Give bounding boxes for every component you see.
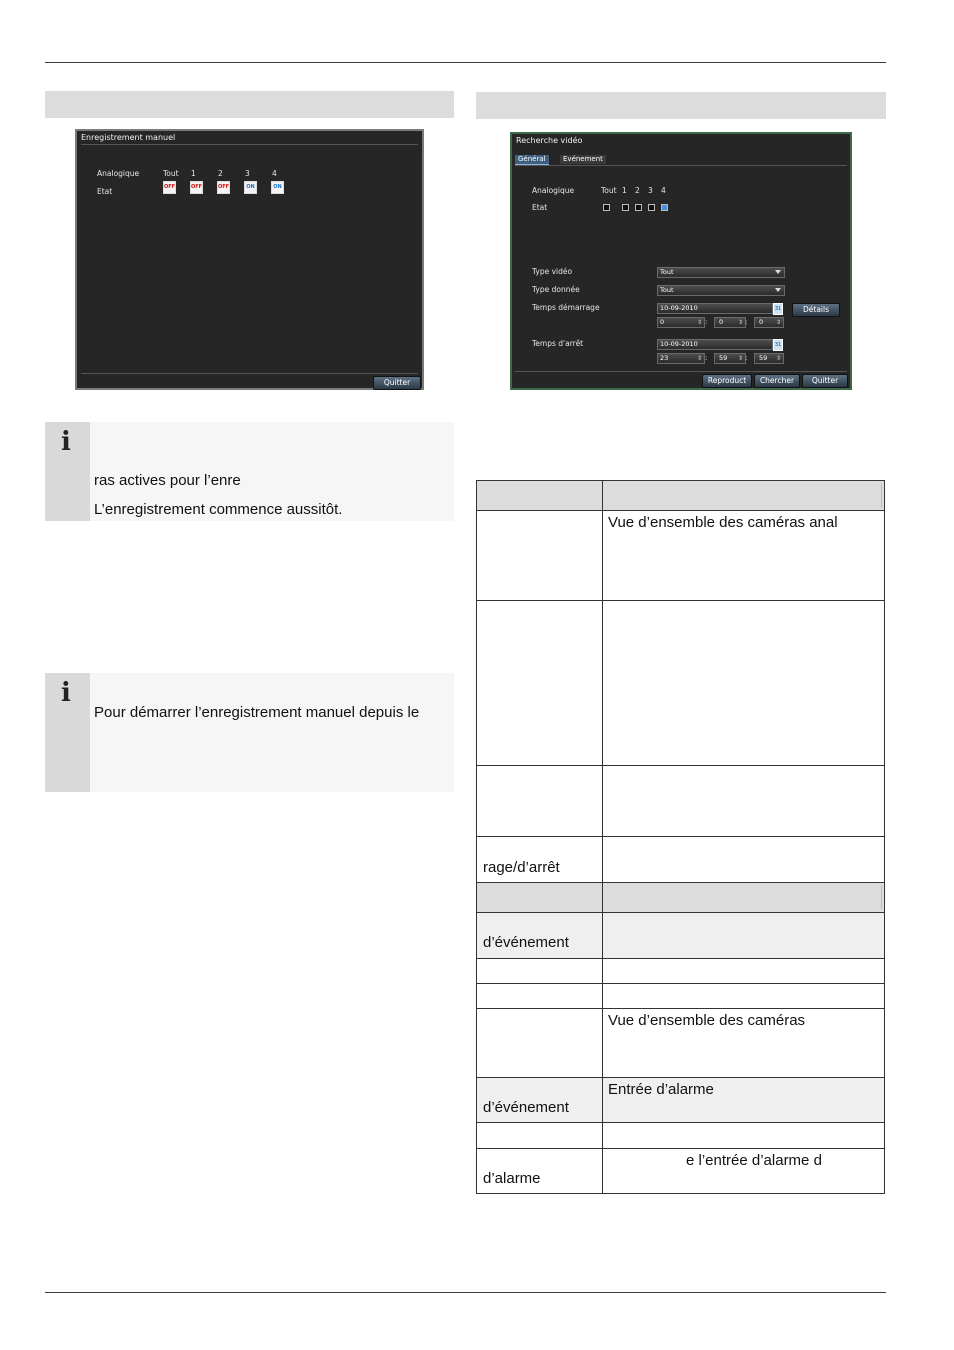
- channel-2-label: 2: [635, 186, 640, 195]
- chevron-down-icon: [775, 288, 781, 292]
- start-second-spinner[interactable]: [754, 317, 784, 328]
- start-date-value: 10-09-2010: [660, 304, 698, 312]
- table-cell-label: rage/d’arrêt: [483, 859, 560, 876]
- chevron-down-icon: [775, 270, 781, 274]
- title-separator: [81, 144, 418, 145]
- info-note-2-line1: Pour démarrer l’enregistrement manuel depuis le: [94, 704, 420, 721]
- stop-hour-value: 23: [660, 354, 669, 362]
- checkbox-1[interactable]: [622, 204, 629, 211]
- window-title: Enregistrement manuel: [81, 133, 176, 142]
- top-rule: [45, 62, 886, 63]
- stop-time-label: Temps d'arrêt: [532, 339, 584, 348]
- video-type-label: Type vidéo: [532, 267, 573, 276]
- channel-1-label: 1: [191, 169, 196, 178]
- info-note-1-line1: ras actives pour l’enre: [94, 472, 241, 489]
- table-cell-description: Entrée d’alarme: [608, 1081, 714, 1098]
- stop-second-spinner[interactable]: [754, 353, 784, 364]
- state-toggle-1[interactable]: OFF: [190, 181, 203, 194]
- quit-button[interactable]: Quitter: [373, 376, 421, 390]
- start-minute-value: 0: [719, 318, 724, 326]
- table-cell-description: Vue d’ensemble des caméras anal: [608, 514, 838, 531]
- channel-1-label: 1: [622, 186, 627, 195]
- table-cell-label: d’événement: [483, 934, 569, 951]
- table-cell-description: e l’entrée d’alarme d: [686, 1152, 822, 1169]
- info-note-1-line2: L’enregistrement commence aussitôt.: [94, 501, 343, 518]
- state-toggle-all[interactable]: OFF: [163, 181, 176, 194]
- state-label: Etat: [532, 203, 548, 212]
- start-second-value: 0: [759, 318, 764, 326]
- channel-4-label: 4: [661, 186, 666, 195]
- stepper-icon: ⇕: [737, 319, 743, 326]
- details-button[interactable]: Détails: [792, 303, 840, 317]
- channel-all-label: Tout: [601, 186, 617, 195]
- tab-separator: [515, 165, 847, 166]
- start-hour-value: 0: [660, 318, 665, 326]
- section-header-left: [45, 91, 454, 118]
- stepper-icon: ⇕: [775, 319, 781, 326]
- footer-separator: [515, 371, 847, 372]
- stop-date-field[interactable]: [657, 339, 773, 350]
- data-type-label: Type donnée: [532, 285, 580, 294]
- stop-second-value: 59: [759, 354, 768, 362]
- start-date-field[interactable]: [657, 303, 773, 314]
- window-title: Recherche vidéo: [516, 136, 583, 145]
- channel-3-label: 3: [245, 169, 250, 178]
- stepper-icon: ⇕: [775, 355, 781, 362]
- calendar-icon[interactable]: 31: [773, 303, 783, 315]
- checkbox-3[interactable]: [648, 204, 655, 211]
- data-type-select[interactable]: [657, 285, 785, 296]
- bottom-rule: [45, 1292, 886, 1293]
- settings-table: [476, 480, 885, 1194]
- channel-2-label: 2: [218, 169, 223, 178]
- table-frame: [476, 480, 885, 1194]
- checkbox-2[interactable]: [635, 204, 642, 211]
- stepper-icon: ⇕: [696, 319, 702, 326]
- time-separator: :: [745, 318, 748, 326]
- info-note-2: [45, 673, 454, 792]
- stop-minute-value: 59: [719, 354, 728, 362]
- start-time-label: Temps démarrage: [532, 303, 600, 312]
- calendar-icon[interactable]: 31: [773, 339, 783, 351]
- stepper-icon: ⇕: [737, 355, 743, 362]
- manual-recording-window: [75, 129, 424, 390]
- video-search-window: [510, 132, 852, 390]
- state-toggle-3[interactable]: ON: [244, 181, 257, 194]
- checkbox-4[interactable]: [661, 204, 668, 211]
- analog-label: Analogique: [532, 186, 575, 195]
- channel-all-label: Tout: [163, 169, 179, 178]
- quit-button[interactable]: Quitter: [802, 374, 848, 388]
- stop-minute-spinner[interactable]: [714, 353, 746, 364]
- play-button[interactable]: Reproduct: [702, 374, 752, 388]
- state-toggle-2[interactable]: OFF: [217, 181, 230, 194]
- time-separator: :: [745, 354, 748, 362]
- channel-3-label: 3: [648, 186, 653, 195]
- table-cell-description: Vue d’ensemble des caméras: [608, 1012, 806, 1029]
- time-separator: :: [705, 354, 708, 362]
- start-hour-spinner[interactable]: [657, 317, 708, 328]
- tab-general[interactable]: Général: [515, 155, 549, 165]
- table-cell-label: d’événement: [483, 1099, 569, 1116]
- state-toggle-4[interactable]: ON: [271, 181, 284, 194]
- info-icon: i: [61, 678, 71, 708]
- video-type-value: Tout: [660, 268, 674, 276]
- analog-label: Analogique: [97, 169, 140, 178]
- time-separator: :: [705, 318, 708, 326]
- table-cell-label: d’alarme: [483, 1170, 541, 1187]
- section-header-right: [476, 92, 886, 119]
- info-icon: i: [61, 427, 71, 457]
- footer-separator: [81, 373, 418, 374]
- start-minute-spinner[interactable]: [714, 317, 746, 328]
- stop-hour-spinner[interactable]: [657, 353, 708, 364]
- info-note-1: [45, 422, 454, 521]
- data-type-value: Tout: [660, 286, 674, 294]
- stop-date-value: 10-09-2010: [660, 340, 698, 348]
- checkbox-all[interactable]: [603, 204, 610, 211]
- video-type-select[interactable]: [657, 267, 785, 278]
- stepper-icon: ⇕: [696, 355, 702, 362]
- channel-4-label: 4: [272, 169, 277, 178]
- search-button[interactable]: Chercher: [754, 374, 800, 388]
- state-label: Etat: [97, 187, 113, 196]
- tab-event[interactable]: Evénement: [560, 155, 606, 164]
